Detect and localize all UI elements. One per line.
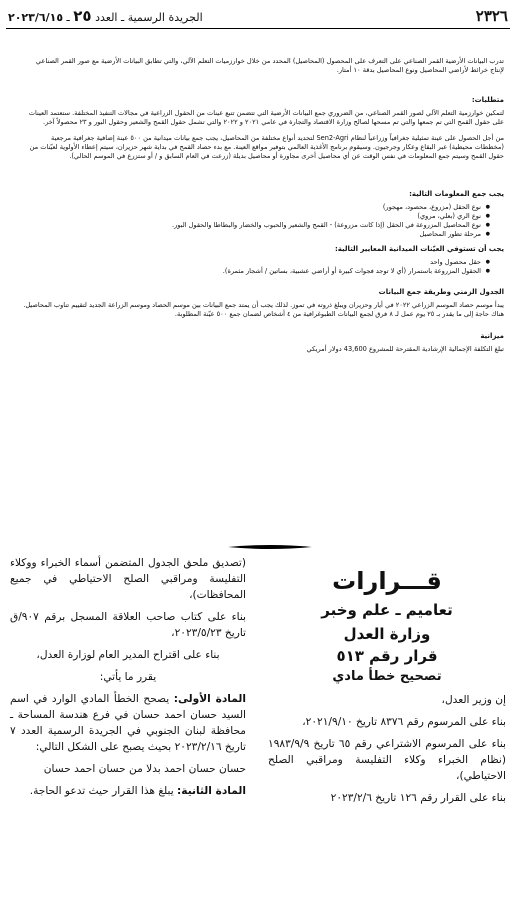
schedule-paragraph: يبدأ موسم حصاد الموسم الزراعي ٢٠٢٢ في أيار وحزيران ويبلغ ذروته في تموز. لذلك يجب أن يمتد جمع البيانات بين موسم الحصاد وموسم الزراعة الجديد لتقييم تناوب المحاصيل. هناك حاجة إلى ما يقدر بـ ٢٥ يوم عمل لـ ٨ فرق لجمع البيانات الطبوغرافية من ٤ أشخاص لضمان جمع ٥٠٠ عيّنة المطلوبة. (23, 301, 504, 318)
intro-paragraph: تدرب البيانات الأرضية القمر الصناعي على التعرف على المحصول (المحاصيل) المحدد من خلال خوارزميات التعلم الآلي، والتي تطابق البيانات الأرضية مع صور القمر الصناعي لإنتاج خرائط لأراضي المحاصيل ونوع المحاصيل بدقة ١٠ أمتار. (35, 57, 504, 74)
requirements-paragraph-1: لتمكين خوارزمية التعلم الآلي لصور القمر الصناعي، من الضروري جمع البيانات الأرضية التي تتضمن تتبع عينات من الحقول الزراعية في مجالات التنفيذ المختلفة. ستعتمد العينات على حقول القمح التي تم جمعها والتي تم مسحها لصالح وزارة الاقتصاد والتجارة في عامي ٢٠٢١ و ٢٠٢٢ والتي تشمل حقول القمح والشعير وحقول البور و ٢٣ محصولاً آخر. (28, 109, 504, 126)
list-item: ● نوع المحاصيل المزروعة في الحقل (إذا كانت مزروعة) - القمح والشعير والحبوب والخضار والبطاطا والحقول البور. (22, 221, 490, 230)
budget-paragraph: تبلغ التكلفة الإجمالية الإرشادية المقترحة للمشروع 43,600 دولار أمريكي (306, 345, 504, 353)
list-item: ● نوع الحقل (مزروع، محصود، مهجور) (22, 203, 490, 212)
annex-text (22, 57, 504, 361)
decides-line: يقرر ما يأتي: (99, 671, 157, 683)
list-item: ● مرحلة تطور المحاصيل (22, 230, 490, 239)
criteria-list (22, 258, 490, 276)
section-divider (228, 544, 312, 550)
list-item: ● حقل محصول واحد (22, 258, 490, 267)
correction-line: حسان حسان احمد بدلا من حسان احمد حسان (43, 763, 246, 775)
gazette-name: الجريدة الرسمية ـ العدد (95, 11, 203, 24)
preamble-decree: بناء على المرسوم رقم ٨٣٧٦ تاريخ ٢٠٢١/٩/١٠، (302, 716, 506, 728)
decisions-title: قـــرارات (332, 567, 442, 595)
page-header (8, 6, 508, 26)
preamble-minister: إن وزير العدل، (441, 694, 506, 706)
gazette-title: الجريدة الرسمية ـ العدد ٢٥ ـ ٢٠٢٣/٦/١٥ (8, 7, 203, 25)
category-heading: تعاميم ـ علم وخبر (321, 601, 453, 619)
decision-left-column (10, 555, 246, 805)
article-two (10, 783, 246, 799)
preamble-legislative-decree: بناء على المرسوم الاشتراعي رقم ٦٥ تاريخ ١٩٨٣/٩/٩ (نظام الخبراء وكلاء التفليسة ومراقبي الصلح الاحتياطي)، (268, 738, 506, 782)
article-two-text: يبلغ هذا القرار حيث تدعو الحاجة. (29, 785, 174, 797)
issue-number: ٢٥ (73, 7, 92, 25)
header-rule (6, 28, 510, 29)
requirements-paragraph-2: من أجل الحصول على عينة تمثيلية جغرافياً وزراعياً لنظام Sen2-Agri لتحديد أنواع مختلفة من المحاصيل، يجب جمع بيانات ميدانية من ٥٠٠ عينة إضافية جغرافية مرجعية (مخططات محيطية) عبر البقاع وعكار وجرجيون. وسيقوم برنامج الأغذية العالمي بتوفير مواقع العينة. مع بدء حصاد القمح في بداية شهر حزيران، سيتم إعطاء الأولوية لعيّنات من حقول القمح وسيتم جمع المعلومات في نفس الوقت عن أي محاصيل أخرى مجاورة أو محاصيل بديلة (زرعت في العام السابق و / أو ستزرع في الموسم الحالي). (29, 134, 504, 160)
article-two-label: المادة الثانية: (177, 785, 246, 797)
article-one-text: يصحح الخطأ المادي الوارد في اسم السيد حسان احمد حسان في فرع هندسة المساحة ـ محافظة لبنان الجنوبي في الجريدة الرسمية العدد ٧ تاريخ ٢٠٢٣/٢/١٦ بحيث يصبح على الشكل التالي: (10, 693, 246, 753)
budget-heading: ميزانية (480, 332, 504, 340)
list-item: ● نوع الري (بعلي، مروي) (22, 212, 490, 221)
requirements-heading: متطلبات: (471, 96, 504, 104)
decision-number: قرار رقم ٥١٣ (336, 647, 438, 665)
decision-subject: تصحيح خطأ مادي (332, 669, 442, 684)
list-item: ● الحقول المزروعة باستمرار (أي لا توجد فجوات كبيرة أو أراضي عشبية، بساتين / أشجار مثمرة). (22, 267, 490, 276)
preamble-proposal: بناء على اقتراح المدير العام لوزارة العدل، (36, 649, 220, 661)
issue-date: ٢٠٢٣/٦/١٥ (8, 11, 64, 24)
ministry-heading: وزارة العدل (343, 625, 431, 643)
criteria-heading: يجب أن تستوفي العيّنات الميدانية المعايير التالية: (334, 245, 504, 253)
preamble-decision: بناء على القرار رقم ١٢٦ تاريخ ٢٠٢٣/٢/٦ (330, 792, 506, 804)
article-one-label: المادة الأولى: (173, 693, 246, 705)
collect-list (22, 203, 490, 239)
annex-approval: (تصديق ملحق الجدول المتضمن أسماء الخبراء ووكلاء التفليسة ومراقبي الصلح الاحتياطي في جميع المحافظات)، (10, 557, 246, 601)
page-number: ٢٣٢٦ (475, 7, 508, 25)
schedule-heading: الجدول الزمني وطريقة جمع البيانات (378, 288, 504, 296)
article-one (10, 691, 246, 755)
collect-heading: يجب جمع المعلومات التالية: (409, 190, 504, 198)
decision-right-column (268, 555, 506, 812)
preamble-letter: بناء على كتاب صاحب العلاقة المسجل برقم ٩٠٧/ق تاريخ ٢٠٢٣/٥/٢٣، (10, 611, 246, 639)
